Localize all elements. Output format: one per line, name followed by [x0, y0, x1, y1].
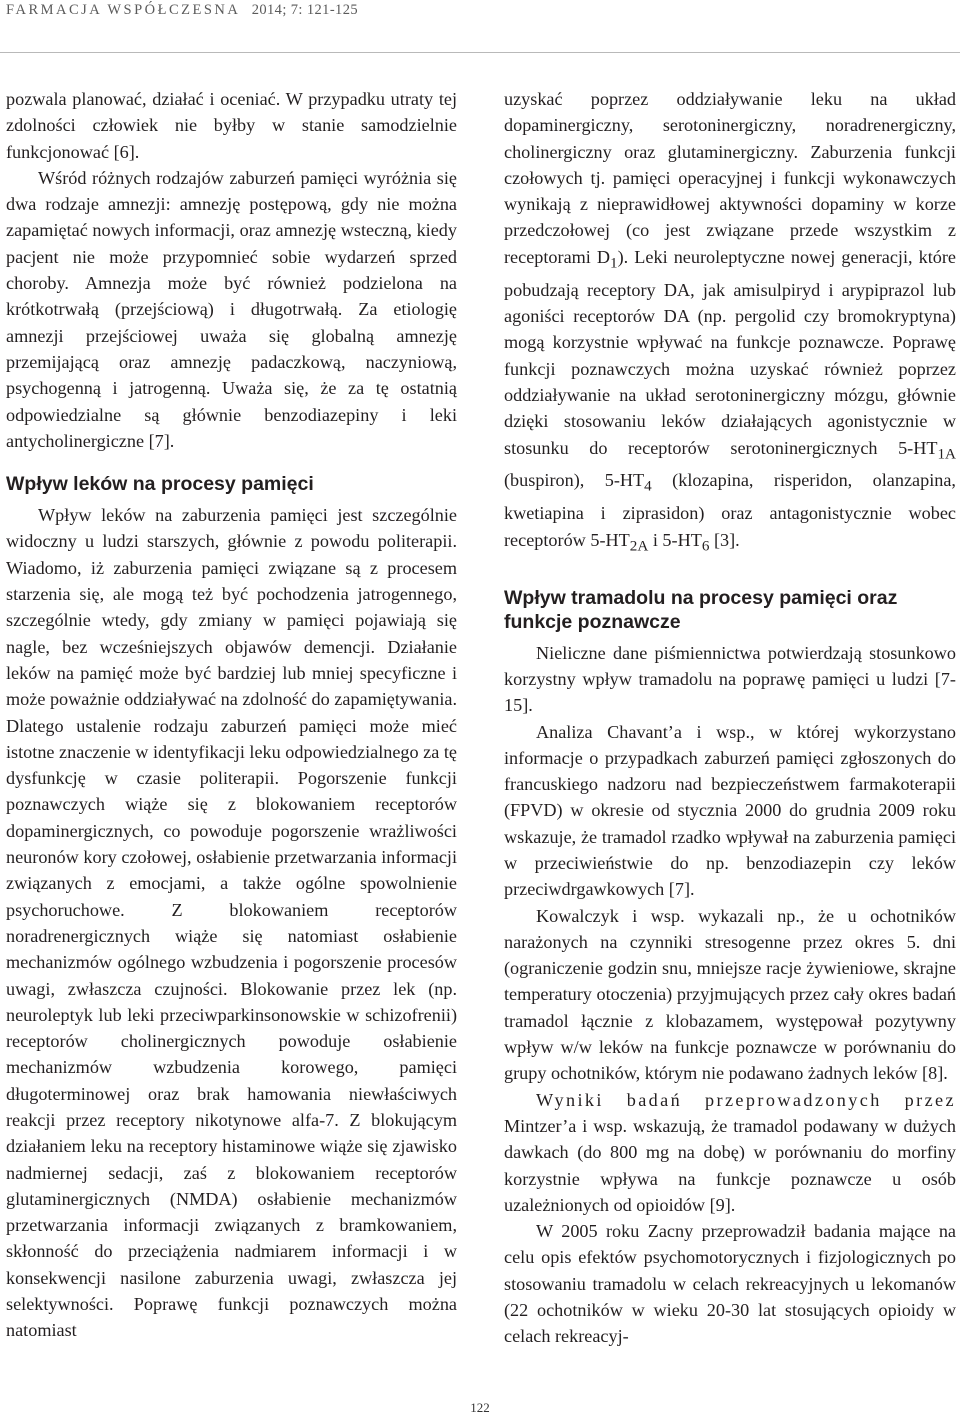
right-column: [504, 86, 956, 1350]
subscript: 6: [701, 537, 710, 555]
subscript: 2A: [629, 537, 649, 555]
text-run: (buspiron), 5-HT: [504, 470, 645, 491]
subscript: 1A: [937, 445, 956, 463]
subscript: 4: [644, 478, 652, 496]
paragraph: W 2005 roku Zacny przeprowadził badania mające na celu opis efektów psychomotorycznych i fizjologicznych po stosowaniu tramadolu w celach rekreacyjnych u lekomanów (22 ochotników w wieku 20-30 lat stosujących opioidy w celach rekreacyj-: [504, 1221, 956, 1347]
text-run: ). Leki neuroleptyczne nowej generacji, które pobudzają receptory DA, jak amisulpiryd i arypiprazol lub agoniści receptorów DA (np. pergolid czy bromokryptyna) mogą korzystnie wpływać na funkcje poznawcze. Poprawę funkcji poznawczych można uzyskać również poprzez oddziaływanie na układ serotoninergiczny mózgu, głównie dzięki stosowaniu leków działających agonistycznie w stosunku do receptorów serotoninergicznych 5-HT: [504, 246, 956, 458]
paragraph: Wśród różnych rodzajów zaburzeń pamięci wyróżnia się dwa rodzaje amnezji: amnezję postępową, gdy nie można zapamiętać nowych informacji, oraz amnezję wsteczną, kiedy pacjent nie może przypomnieć sobie wydarzeń sprzed choroby. Amnezja może być również podzielona na krótkotrwałą (przejściową) i długotrwałą. Za etiologię amnezji przejściowej uważa się globalną amnezję przemijającą oraz amnezję padaczkową, naczyniową, psychogenną i jatrogenną. Uważa się, że za tę ostatnią odpowiedzialne są głównie benzodiazepiny i leki antycholinergiczne [7].: [6, 167, 457, 451]
text-run: i 5-HT: [648, 529, 702, 550]
paragraph: Analiza Chavant’a i wsp., w której wykorzystano informacje o przypadkach zaburzeń pamięci zgłoszonych do francuskiego nadzoru nad bezpieczeństwem farmakoterapii (FPVD) w okresie od stycznia 2000 do grudnia 2009 roku wskazuje, że tramadol rzadko wpływał na zaburzenia pamięci w przeciwieństwie do np. benzodiazepin czy leków przeciwdrgawkowych [7].: [504, 721, 956, 900]
paragraph: Kowalczyk i wsp. wykazali np., że u ochotników narażonych na czynniki stresogenne przez okres 5. dni (ograniczenie godzin snu, mniejsze racje żywieniowe, skrajne temperatury otoczenia) przyjmujących przez cały okres badań tramadol łącznie z klobazamem, występował pozytywny wpływ w/w leków na funkcje poznawcze w porównaniu do grupy ochotników, którym nie podawano żadnych leków [8].: [504, 905, 956, 1084]
paragraph: pozwala planować, działać i oceniać. W przypadku utraty tej zdolności człowiek nie byłby w stanie samodzielnie funkcjonować [6].: [6, 89, 457, 162]
journal-title: FARMACJA WSPÓŁCZESNA: [6, 2, 240, 18]
journal-issue: 2014; 7: 121-125: [251, 2, 359, 18]
running-header: [6, 2, 358, 19]
subscript: 1: [610, 254, 618, 272]
paragraph: [504, 1087, 956, 1218]
text-run: [3].: [709, 529, 740, 550]
left-column: [6, 86, 457, 1344]
section-heading: Wpływ tramadolu na procesy pamięci oraz funkcje poznawcze: [504, 586, 898, 633]
page-number: 122: [470, 1400, 490, 1415]
paragraph: Wpływ leków na zaburzenia pamięci jest szczególnie widoczny u ludzi starszych, głównie z powodu politerapii. Wiadomo, iż zaburzenia pamięci związane są z procesem starzenia się, ale mogą też być pochodzenia jatrogennego, szczególnie wtedy, gdy zmiany w pamięci pojawiają się nagle, bez wcześniejszych objawów demencji. Działanie leków na pamięć może być bardziej lub mniej specyficzne i może poważnie oddziaływać na zdolność do zapamiętywania. Dlatego ustalenie rodzaju zaburzeń pamięci może mieć istotne znaczenie w identyfikacji leku odpowiedzialnego za tę dysfunkcję w czasie politerapii. Pogorszenie funkcji poznawczych wiąże się z blokowaniem receptorów dopaminergicznych, co powoduje pogorszenie wrażliwości neuronów kory czołowej, osłabienie przetwarzania informacji związanych z emocjami, a także ogólne spowolnienie psychoruchowe. Z blokowaniem receptorów noradrenergicznych wiąże się natomiast osłabienie mechanizmów ogólnego wzbudzenia i pogorszenie procesów uwagi, zwłaszcza czujności. Blokowanie przez lek (np. neuroleptyk lub leki przeciwparkinsonowskie w schizofrenii) receptorów cholinergicznych powoduje osłabienie mechanizmów wzbudzenia korowego, pamięci długoterminowej oraz brak hamowania niewłaściwych reakcji przez receptory nikotynowe alfa-7. Z blokującym działaniem leku na receptory histaminowe wiąże się zjawisko nadmiernej sedacji, zaś z blokowaniem receptorów glutaminergicznych (NMDA) osłabienie mechanizmów przetwarzania informacji związanych z bramkowaniem, skłonność do przeciążenia nadmiarem informacji i w konsekwencji nasilone zaburzenia uwagi, zwłaszcza jej selektywności. Poprawę funkcji poznawczych można natomiast: [6, 505, 457, 1341]
paragraph: [504, 86, 956, 560]
text-run: (klozapina, risperidon, olanzapina, kwetiapina i ziprasidon) oraz antagonistycznie wobec receptorów 5-HT: [504, 470, 956, 550]
section-heading: Wpływ leków na procesy pamięci: [6, 473, 314, 496]
paragraph: Nieliczne dane piśmiennictwa potwierdzają stosunkowo korzystny wpływ tramadolu na poprawę pamięci u ludzi [7-15].: [504, 642, 956, 716]
header-divider: [0, 52, 960, 53]
text-run: Wyniki badań przeprowadzonych przez: [536, 1089, 956, 1110]
text-run: uzyskać poprzez oddziaływanie leku na układ dopaminergiczny, serotoninergiczny, noradrenergiczny, cholinergiczny oraz glutaminergiczny. Zaburzenia funkcji czołowych tj. pamięci operacyjnej i funkcji wykonawczych wynikają z nieprawidłowej aktywności dopaminy w korze przedczołowej (co jest związane przede wszystkim z receptorami D: [504, 89, 956, 267]
text-run: Mintzer’a i wsp. wskazują, że tramadol podawany w dużych dawkach (do 800 mg na dobę) w porównaniu do morfiny korzystnie wpływa na funkcje poznawcze u osób uzależnionych od opioidów [9].: [504, 1115, 956, 1215]
